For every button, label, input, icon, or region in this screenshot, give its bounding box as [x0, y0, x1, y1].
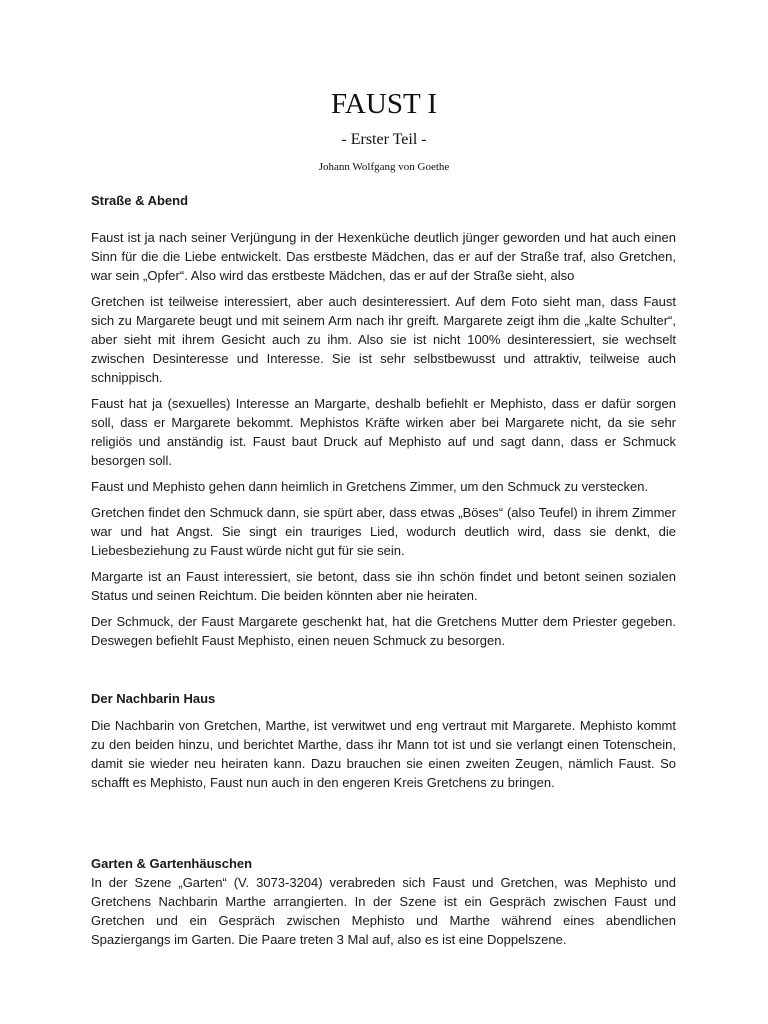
- paragraph: Faust ist ja nach seiner Verjüngung in der Hexenküche deutlich jünger geworden und hat auch einen Sinn für die die Liebe entwickelt. Das erstbeste Mädchen, das er auf der Straße traf, also Gretchen, war sein „Opfer“. Also wird das erstbeste Mädchen, das er auf der Straße sieht, also: [91, 230, 676, 283]
- section-strasse-abend: [91, 191, 676, 650]
- section-garten: [91, 854, 676, 949]
- paragraph: Faust und Mephisto gehen dann heimlich in Gretchens Zimmer, um den Schmuck zu verstecken.: [91, 479, 649, 494]
- document-title: FAUST I: [330, 88, 438, 120]
- section-heading: Straße & Abend: [91, 193, 189, 208]
- paragraph: In der Szene „Garten“ (V. 3073-3204) verabreden sich Faust und Gretchen, was Mephisto und Gretchens Nachbarin Marthe arrangierten. In der Szene ist ein Gespräch zwischen Faust und Gretchen und ein Gespräch zwischen Mephisto und Marthe während eines abendlichen Spaziergangs im Garten. Die Paare treten 3 Mal auf, also es ist eine Doppelszene.: [91, 875, 676, 947]
- section-nachbarin-haus: [91, 689, 676, 792]
- section-heading: Garten & Gartenhäuschen: [91, 856, 253, 871]
- paragraph: Der Schmuck, der Faust Margarete geschenkt hat, hat die Gretchens Mutter dem Priester gegeben. Deswegen befiehlt Faust Mephisto, einen neuen Schmuck zu besorgen.: [91, 614, 676, 648]
- paragraph: Die Nachbarin von Gretchen, Marthe, ist verwitwet und eng vertraut mit Margarete. Mephisto kommt zu den beiden hinzu, und berichtet Marthe, dass ihr Mann tot ist und sie verlangt einen Totenschein, damit sie wieder neu heiraten kann. Dazu brauchen sie einen zweiten Zeugen, nämlich Faust. So schafft es Mephisto, Faust nun auch in den engeren Kreis Gretchens zu bringen.: [91, 718, 676, 790]
- paragraph: Margarte ist an Faust interessiert, sie betont, dass sie ihn schön findet und betont seinen sozialen Status und seinen Reichtum. Die beiden könnten aber nie heiraten.: [91, 569, 676, 603]
- paragraph: Faust hat ja (sexuelles) Interesse an Margarte, deshalb befiehlt er Mephisto, dass er dafür sorgen soll, dass er Margarete bekommt. Mephistos Kräfte wirken aber bei Margarete nicht, da sie sehr religiös und anständig ist. Faust baut Druck auf Mephisto auf und sagt dann, dass er Schmuck besorgen soll.: [91, 396, 676, 468]
- document-subtitle: - Erster Teil -: [341, 131, 427, 148]
- paragraph: Gretchen findet den Schmuck dann, sie spürt aber, dass etwas „Böses“ (also Teufel) in ihrem Zimmer war und hat Angst. Sie singt ein trauriges Lied, wodurch deutlich wird, dass sie denkt, die Liebesbeziehung zu Faust würde nicht gut für sie sein.: [91, 505, 676, 558]
- document-author: Johann Wolfgang von Goethe: [318, 161, 450, 173]
- paragraph: Gretchen ist teilweise interessiert, aber auch desinteressiert. Auf dem Foto sieht man, dass Faust sich zu Margarete beugt und mit seinem Arm nach ihr greift. Margarete zeigt ihm die „kalte Schulter“, aber sieht mit ihrem Gesicht auch zu ihm. Also sie ist nicht 100% desinteressiert, sie wechselt zwischen Desinteresse und Interesse. Sie ist sehr selbstbewusst und attraktiv, teilweise auch schnippisch.: [91, 294, 676, 385]
- section-heading: Der Nachbarin Haus: [91, 691, 216, 706]
